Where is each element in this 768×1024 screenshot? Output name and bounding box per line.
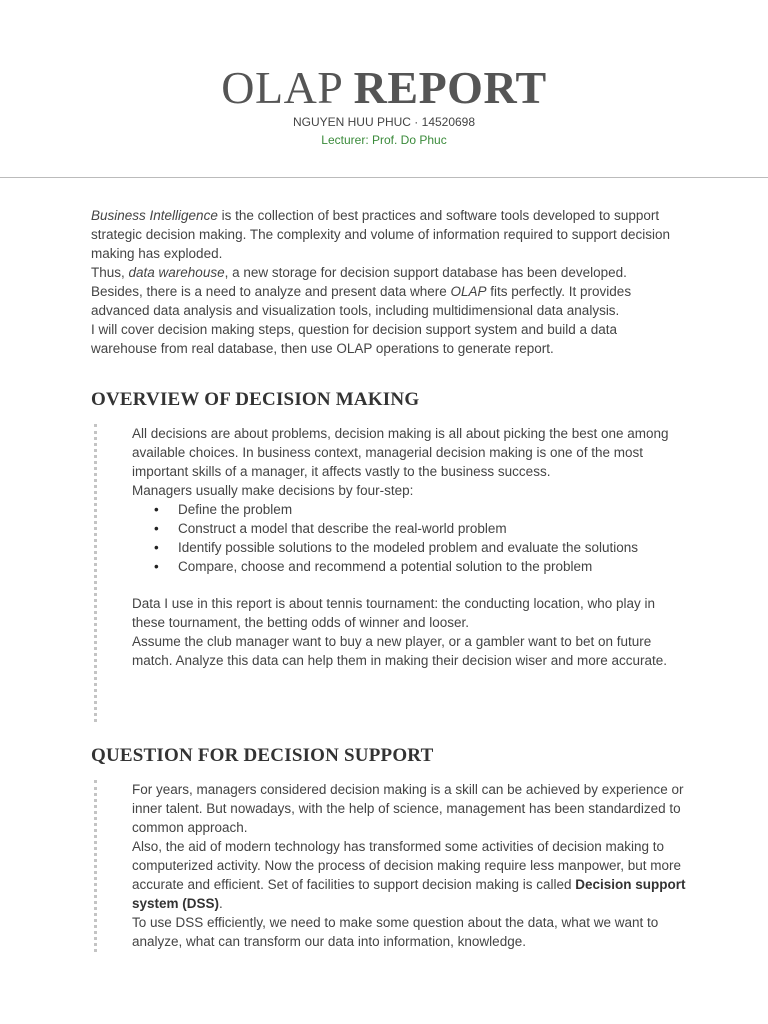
header-divider bbox=[0, 177, 768, 178]
report-title bbox=[0, 60, 768, 116]
bullet-icon: • bbox=[154, 502, 159, 517]
overview-paragraph-1: All decisions are about problems, decision making is all about picking the best one among available choices. In business context, managerial decision making is one of the most important skills of a manager, it affects vastly to the business success. bbox=[132, 426, 669, 479]
question-paragraph-2 bbox=[132, 837, 687, 913]
section-heading-question: QUESTION FOR DECISION SUPPORT bbox=[91, 745, 434, 766]
quote-bar bbox=[94, 780, 97, 952]
intro-text-3-pre: Besides, there is a need to analyze and present data where bbox=[91, 284, 451, 299]
list-item-text: Construct a model that describe the real-world problem bbox=[178, 521, 507, 536]
list-item bbox=[132, 519, 687, 538]
question-text-2-end: . bbox=[219, 896, 223, 911]
intro-text-3: fits perfectly. It provides advanced data analysis and visualization tools, including multidimensional data analysis. bbox=[91, 284, 632, 318]
title-bold-part: REPORT bbox=[353, 62, 547, 113]
list-item-text: Compare, choose and recommend a potential solution to the problem bbox=[178, 559, 593, 574]
question-paragraph-1: For years, managers considered decision making is a skill can be achieved by experience or inner talent. But nowadays, with the help of science, management has been standardized to common approach. bbox=[132, 782, 684, 835]
bullet-icon: • bbox=[154, 521, 159, 536]
question-block bbox=[132, 780, 687, 951]
list-item-text: Define the problem bbox=[178, 502, 293, 517]
intro-term-dw: data warehouse bbox=[128, 265, 225, 280]
paragraph-spacer bbox=[132, 576, 687, 594]
intro-paragraph-2 bbox=[91, 263, 681, 282]
decision-steps-list bbox=[132, 500, 687, 576]
intro-text-2: , a new storage for decision support database has been developed. bbox=[224, 265, 627, 280]
overview-block bbox=[132, 424, 687, 670]
list-item bbox=[132, 557, 687, 576]
bullet-icon: • bbox=[154, 540, 159, 555]
list-item bbox=[132, 500, 687, 519]
overview-paragraph-3: Data I use in this report is about tennis tournament: the conducting location, who play in these tournament, the betting odds of winner and looser. bbox=[132, 596, 656, 630]
intro-term-olap: OLAP bbox=[450, 284, 487, 299]
author-line: NGUYEN HUU PHUC · 14520698 bbox=[292, 115, 476, 129]
intro-paragraph-1 bbox=[91, 206, 681, 263]
overview-paragraph-2: Managers usually make decisions by four-step: bbox=[132, 483, 414, 498]
bullet-icon: • bbox=[154, 559, 159, 574]
quote-bar bbox=[94, 424, 97, 722]
title-light-part: OLAP bbox=[221, 62, 342, 113]
intro-text-1: is the collection of best practices and software tools developed to support strategic decision making. The complexity and volume of information required to support decision making has exploded. bbox=[91, 208, 671, 261]
lecturer-line: Lecturer: Prof. Do Phuc bbox=[321, 133, 447, 147]
list-item bbox=[132, 538, 687, 557]
dss-term: Decision support system (DSS) bbox=[132, 877, 686, 911]
section-heading-overview: OVERVIEW OF DECISION MAKING bbox=[91, 389, 420, 410]
intro-paragraph-4: I will cover decision making steps, question for decision support system and build a data warehouse from real database, then use OLAP operations to generate report. bbox=[91, 322, 618, 356]
question-text-2: Also, the aid of modern technology has transformed some activities of decision making to computerized activity. Now the process of decision making require less manpower, but more accurate and efficient. Set of facilities to support decision making is called bbox=[132, 839, 681, 892]
overview-paragraph-4: Assume the club manager want to buy a new player, or a gambler want to bet on future match. Analyze this data can help them in making their decision wiser and more accurate. bbox=[132, 634, 668, 668]
intro-paragraph-3 bbox=[91, 282, 681, 320]
intro-text-2-pre: Thus, bbox=[91, 265, 129, 280]
question-paragraph-3: To use DSS efficiently, we need to make some question about the data, what we want to analyze, what can transform our data into information, knowledge. bbox=[132, 915, 659, 949]
list-item-text: Identify possible solutions to the modeled problem and evaluate the solutions bbox=[178, 540, 639, 555]
intro-section bbox=[91, 206, 681, 358]
intro-term-bi: Business Intelligence bbox=[91, 208, 218, 223]
